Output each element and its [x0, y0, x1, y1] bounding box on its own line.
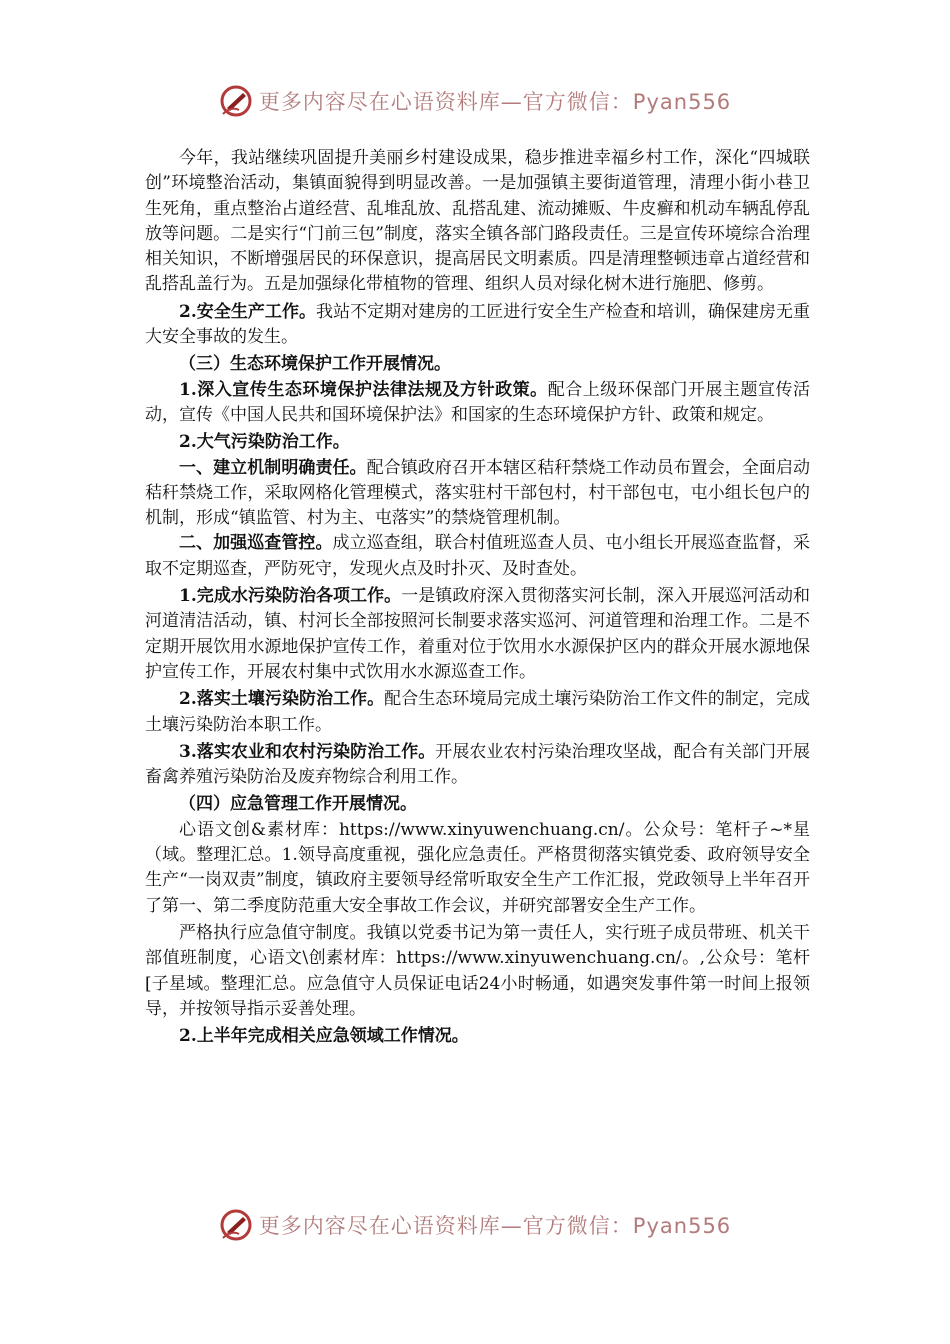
paragraph: 2.安全生产工作。我站不定期对建房的工匠进行安全生产检查和培训，确保建房无重大安全事故的发生。	[145, 301, 811, 348]
document-body	[145, 146, 810, 1049]
banner-text: 更多内容尽在心语资料库—官方微信：Pyan556	[258, 1214, 732, 1238]
paragraph: 2.落实土壤污染防治工作。配合生态环境局完成土壤污染防治工作文件的制定，完成土壤污染防治本职工作。	[145, 689, 811, 735]
header-banner	[0, 84, 950, 118]
paragraph: 1.深入宣传生态环境保护法律法规及方针政策。配合上级环保部门开展主题宣传活动，宣传《中国人民共和国环境保护法》和国家的生态环境保护方针、政策和规定。	[145, 379, 811, 425]
section-heading: （四）应急管理工作开展情况。	[179, 794, 417, 815]
paragraph: 一、建立机制明确责任。配合镇政府召开本辖区秸秆禁烧工作动员布置会，全面启动秸秆禁烧工作，采取网格化管理模式，落实驻村干部包村，村干部包屯，屯小组长包户的机制，形成“镇监管、村为主、屯落实”的禁烧管理机制。	[145, 457, 811, 529]
pen-seal-logo-icon	[219, 1208, 253, 1242]
paragraph: 3.落实农业和农村污染防治工作。开展农业农村污染治理攻坚战，配合有关部门开展畜禽养殖污染防治及废弃物综合利用工作。	[145, 741, 811, 788]
paragraph: 2.大气污染防治工作。	[179, 432, 350, 453]
paragraph: 今年，我站继续巩固提升美丽乡村建设成果，稳步推进幸福乡村工作，深化“四城联创”环境整治活动，集镇面貌得到明显改善。一是加强镇主要街道管理，清理小街小巷卫生死角，重点整治占道经营、乱堆乱放、乱搭乱建、流动摊贩、牛皮癣和机动车辆乱停乱放等问题。二是实行“门前三包”制度，落实全镇各部门路段责任。三是宣传环境综合治理相关知识，不断增强居民的环保意识，提高居民文明素质。四是清理整顿违章占道经营和乱搭乱盖行为。五是加强绿化带植物的管理、组织人员对绿化树木进行施肥、修剪。	[145, 148, 810, 295]
pen-seal-logo-icon	[219, 84, 253, 118]
paragraph: 心语文创&素材库：https://www.xinyuwenchuang.cn/。公众号：笔杆子~*星（域。整理汇总。1.领导高度重视，强化应急责任。严格贯彻落实镇党委、政府领导安全生产“一岗双责”制度，镇政府主要领导经常听取安全生产工作汇报，党政领导上半年召开了第一、第二季度防范重大安全事故工作会议，并研究部署安全生产工作。	[145, 819, 810, 916]
paragraph: 1.完成水污染防治各项工作。一是镇政府深入贯彻落实河长制，深入开展巡河活动和河道清洁活动，镇、村河长全部按照河长制要求落实巡河、河道管理和治理工作。二是不定期开展饮用水源地保护宣传工作，着重对位于饮用水水源保护区内的群众开展水源地保护宣传工作，开展农村集中式饮用水水源巡查工作。	[145, 586, 811, 682]
paragraph: 严格执行应急值守制度。我镇以党委书记为第一责任人，实行班子成员带班、机关干部值班制度，心语文\创素材库：https://www.xinyuwenchuang.cn/。,公众号：笔杆[子星域。整理汇总。应急值守人员保证电话24小时畅通，如遇突发事件第一时间上报领导，并按领导指示妥善处理。	[145, 922, 810, 1019]
section-heading: （三）生态环境保护工作开展情况。	[179, 354, 451, 375]
paragraph: 二、加强巡查管控。成立巡查组，联合村值班巡查人员、屯小组长开展巡查监督，采取不定期巡查，严防死守，发现火点及时扑灭、及时查处。	[145, 533, 810, 579]
footer-banner	[0, 1208, 950, 1242]
paragraph: 2.上半年完成相关应急领域工作情况。	[179, 1026, 469, 1047]
banner-text: 更多内容尽在心语资料库—官方微信：Pyan556	[258, 90, 732, 114]
